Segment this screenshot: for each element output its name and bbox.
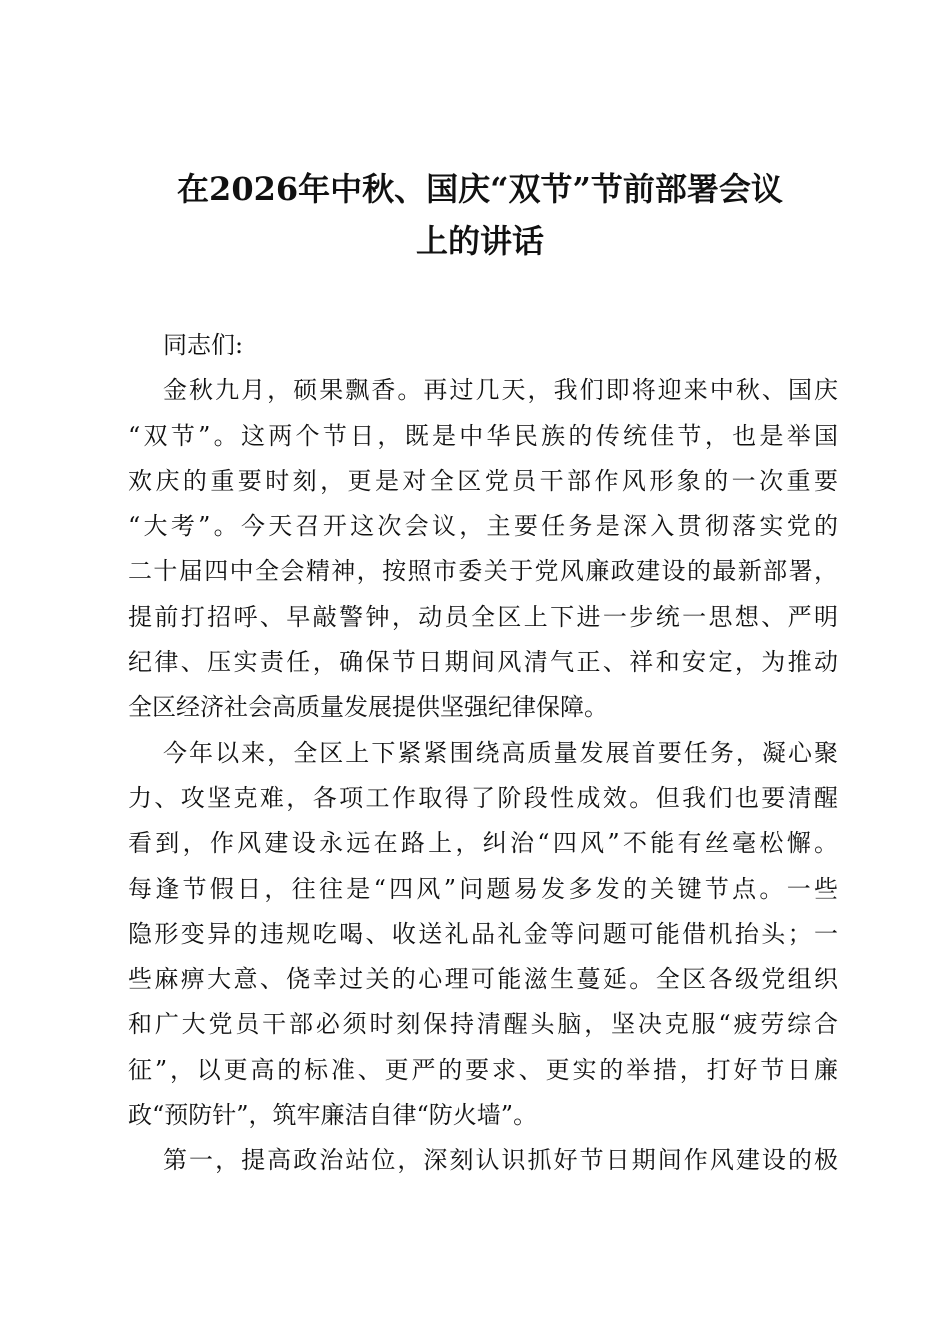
paragraph-line: “大考”。今天召开这次会议，主要任务是深入贯彻落实党的	[128, 512, 838, 541]
paragraph-line: 力、攻坚克难，各项工作取得了阶段性成效。但我们也要清醒	[128, 783, 838, 812]
title-line: 在2026年中秋、国庆“双节”节前部署会议	[177, 170, 783, 208]
paragraph-line: 欢庆的重要时刻，更是对全区党员干部作风形象的一次重要	[128, 466, 838, 495]
paragraph-line: 纪律、压实责任，确保节日期间风清气正、祥和安定，为推动	[128, 648, 838, 677]
title-line: 上的讲话	[415, 222, 544, 260]
paragraph-line: 和广大党员干部必须时刻保持清醒头脑，坚决克服“疲劳综合	[128, 1010, 838, 1039]
paragraph-line: 每逢节假日，往往是“四风”问题易发多发的关键节点。一些	[128, 874, 838, 903]
paragraph-1	[128, 368, 838, 730]
paragraph-line: 今年以来，全区上下紧紧围绕高质量发展首要任务，凝心聚	[163, 738, 838, 767]
paragraph-line: 第一，提高政治站位，深刻认识抓好节日期间作风建设的极	[163, 1146, 838, 1175]
paragraph-line: 提前打招呼、早敲警钟，动员全区上下进一步统一思想、严明	[128, 602, 838, 631]
paragraph-line: 些麻痹大意、侥幸过关的心理可能滋生蔓延。全区各级党组织	[128, 965, 838, 994]
paragraph-line: 二十届四中全会精神，按照市委关于党风廉政建设的最新部署，	[128, 557, 838, 586]
paragraph-2	[128, 731, 838, 1139]
paragraph-line: 看到，作风建设永远在路上，纠治“四风”不能有丝毫松懈。	[128, 829, 838, 858]
paragraph-line: “双节”。这两个节日，既是中华民族的传统佳节，也是举国	[128, 421, 838, 450]
paragraph-line: 政“预防针”，筑牢廉洁自律“防火墙”。	[128, 1101, 538, 1130]
paragraph-3	[128, 1138, 838, 1183]
paragraph-line: 全区经济社会高质量发展提供坚强纪律保障。	[128, 693, 608, 722]
document-title	[120, 163, 840, 267]
paragraph-line: 金秋九月，硕果飘香。再过几天，我们即将迎来中秋、国庆	[163, 376, 838, 405]
salutation: 同志们:	[163, 331, 244, 359]
paragraph-line: 隐形变异的违规吃喝、收送礼品礼金等问题可能借机抬头；一	[128, 919, 838, 948]
paragraph-line: 征”，以更高的标准、更严的要求、更实的举措，打好节日廉	[128, 1055, 838, 1084]
document-body	[128, 323, 838, 1184]
